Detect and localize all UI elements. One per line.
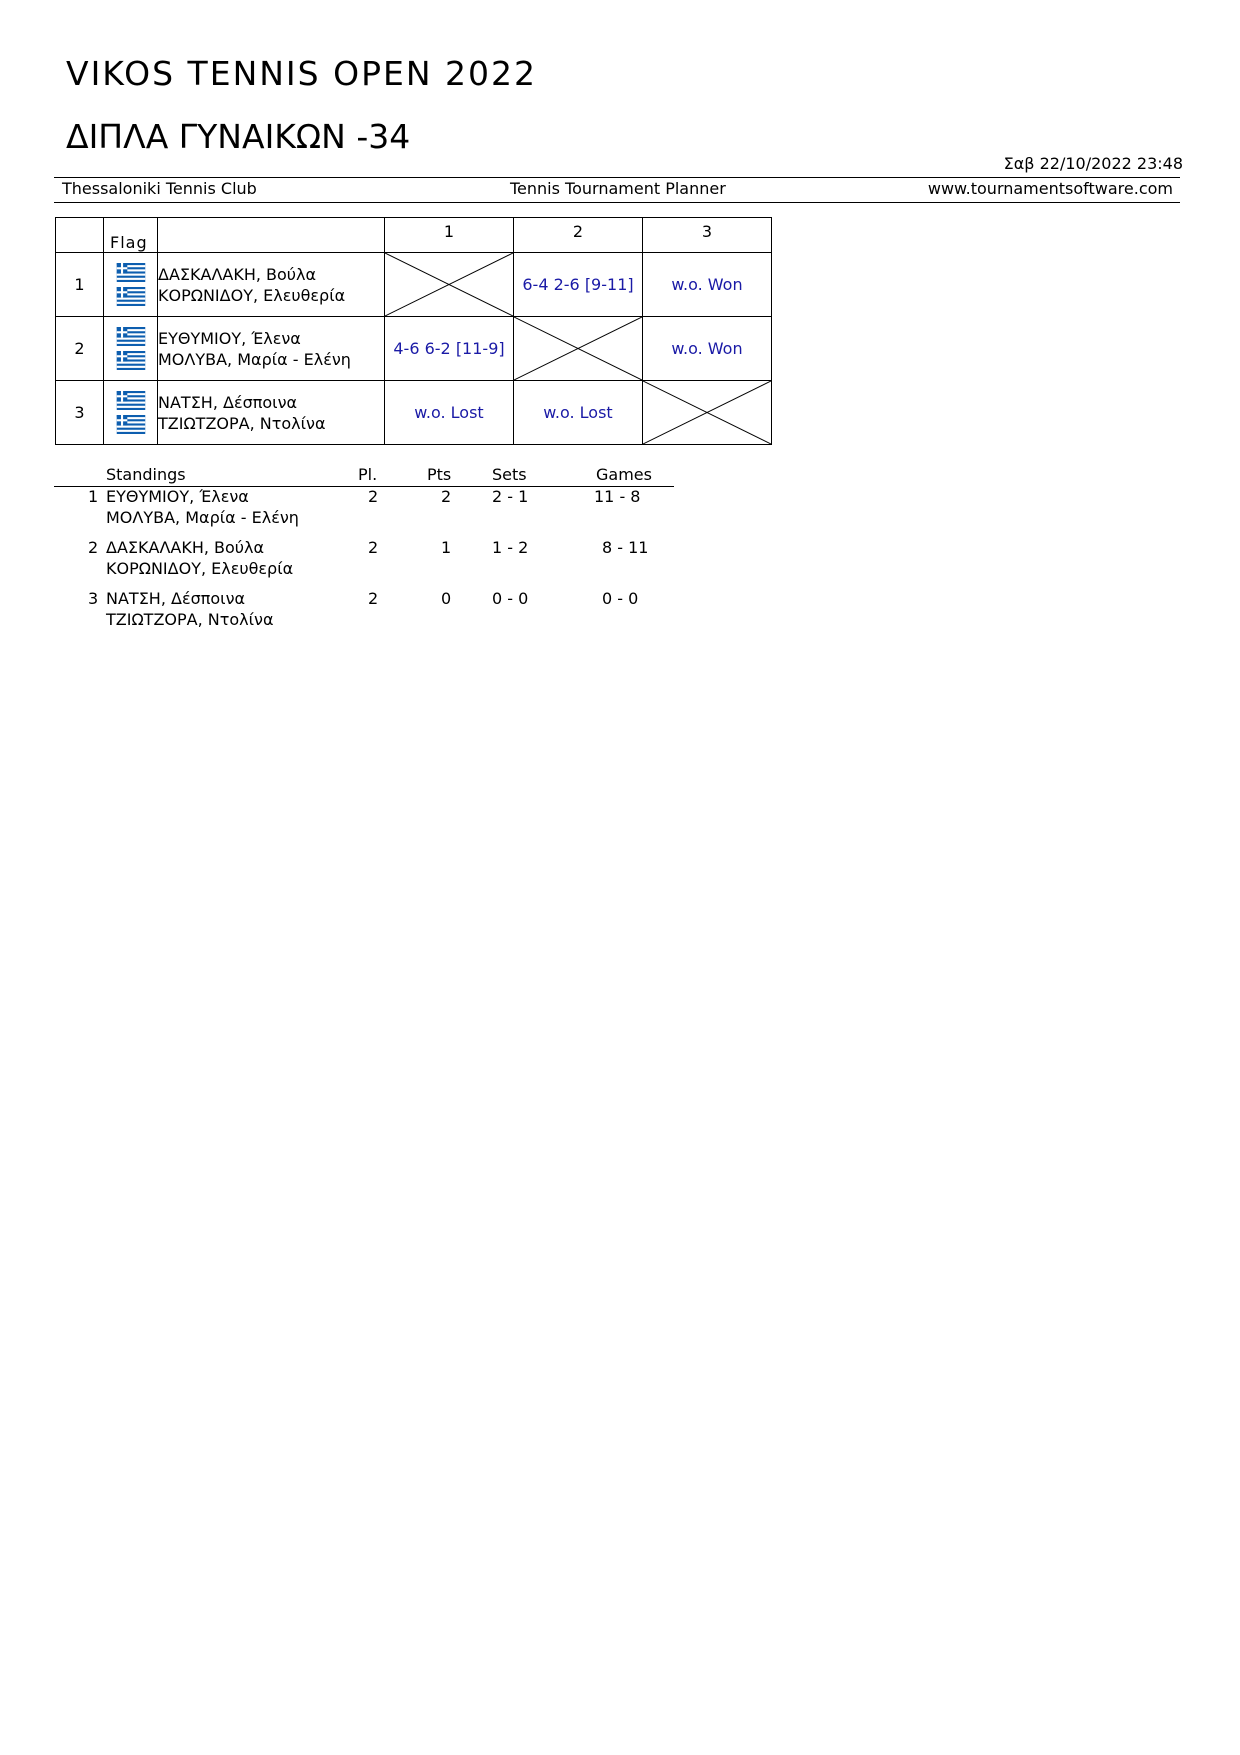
grid-header-row [56, 218, 772, 253]
grid-row [56, 253, 772, 317]
player-name[interactable]: ΕΥΘΥΜΙΟΥ, Έλενα [106, 487, 249, 506]
header-bar [54, 177, 1180, 203]
standings-entry [54, 538, 674, 589]
player-name[interactable]: ΝΑΤΣΗ, Δέσποινα [106, 589, 246, 608]
flag-cell [104, 317, 158, 381]
match-result[interactable]: w.o. Lost [385, 381, 514, 445]
games-header: Games [596, 465, 652, 484]
self-match-cell [385, 253, 514, 317]
grid-row [56, 317, 772, 381]
flag-cell [104, 253, 158, 317]
games-value: 11 - 8 [594, 487, 641, 506]
games-value: 8 - 11 [602, 538, 649, 557]
greece-flag-icon [115, 415, 147, 434]
played-header: Pl. [358, 465, 378, 484]
self-match-cell [643, 381, 772, 445]
column-header: 3 [643, 218, 772, 253]
grid-header-name [158, 218, 385, 253]
points-value: 0 [441, 589, 452, 608]
played-value: 2 [368, 538, 379, 557]
greece-flag-icon [115, 351, 147, 370]
sets-header: Sets [492, 465, 527, 484]
grid-row [56, 381, 772, 445]
player-name[interactable]: ΜΟΛΥΒΑ, Μαρία - Ελένη [158, 349, 351, 369]
greece-flag-icon [115, 391, 147, 410]
event-title: ΔΙΠΛΑ ΓΥΝΑΙΚΩΝ -34 [66, 117, 411, 156]
games-value: 0 - 0 [602, 589, 639, 608]
flag-header: Flag [104, 218, 158, 253]
player-name[interactable]: ΚΟΡΩΝΙΔΟΥ, Ελευθερία [106, 559, 294, 578]
standings-label: Standings [106, 465, 186, 484]
player-name[interactable]: ΤΖΙΩΤΖΟΡΑ, Ντολίνα [158, 413, 326, 433]
played-value: 2 [368, 589, 379, 608]
sets-value: 0 - 0 [492, 589, 529, 608]
standings-position: 2 [88, 538, 99, 557]
sets-value: 1 - 2 [492, 538, 529, 557]
row-number: 3 [56, 381, 104, 445]
team-names [158, 253, 385, 317]
standings-position: 3 [88, 589, 99, 608]
match-result[interactable]: w.o. Won [643, 317, 772, 381]
match-result[interactable]: w.o. Lost [514, 381, 643, 445]
player-name[interactable]: ΤΖΙΩΤΖΟΡΑ, Ντολίνα [106, 610, 274, 629]
player-name[interactable]: ΔΑΣΚΑΛΑΚΗ, Βούλα [106, 538, 265, 557]
greece-flag-icon [115, 287, 147, 306]
player-name[interactable]: ΝΑΤΣΗ, Δέσποινα [158, 392, 298, 412]
row-number: 1 [56, 253, 104, 317]
played-value: 2 [368, 487, 379, 506]
greece-flag-icon [115, 263, 147, 282]
standings-table [54, 465, 674, 640]
grid-header-num [56, 218, 104, 253]
player-name[interactable]: ΜΟΛΥΒΑ, Μαρία - Ελένη [106, 508, 299, 527]
club-name: Thessaloniki Tennis Club [62, 179, 257, 198]
print-date: Σαβ 22/10/2022 23:48 [1003, 154, 1183, 173]
planner-name: Tennis Tournament Planner [510, 179, 726, 198]
standings-position: 1 [88, 487, 99, 506]
standings-entry [54, 589, 674, 640]
standings-header [54, 465, 674, 487]
player-name[interactable]: ΕΥΘΥΜΙΟΥ, Έλενα [158, 328, 301, 348]
flag-cell [104, 381, 158, 445]
column-header: 2 [514, 218, 643, 253]
points-value: 1 [441, 538, 452, 557]
player-name[interactable]: ΚΟΡΩΝΙΔΟΥ, Ελευθερία [158, 285, 346, 305]
points-value: 2 [441, 487, 452, 506]
column-header: 1 [385, 218, 514, 253]
player-name[interactable]: ΔΑΣΚΑΛΑΚΗ, Βούλα [158, 264, 317, 284]
round-robin-grid [55, 217, 772, 445]
website-link[interactable]: www.tournamentsoftware.com [927, 179, 1173, 198]
self-match-cell [514, 317, 643, 381]
greece-flag-icon [115, 327, 147, 346]
match-result[interactable]: w.o. Won [643, 253, 772, 317]
sets-value: 2 - 1 [492, 487, 529, 506]
team-names [158, 317, 385, 381]
team-names [158, 381, 385, 445]
standings-entry [54, 487, 674, 538]
points-header: Pts [427, 465, 452, 484]
match-result[interactable]: 6-4 2-6 [9-11] [514, 253, 643, 317]
row-number: 2 [56, 317, 104, 381]
match-result[interactable]: 4-6 6-2 [11-9] [385, 317, 514, 381]
tournament-title: VIKOS TENNIS OPEN 2022 [66, 54, 537, 93]
